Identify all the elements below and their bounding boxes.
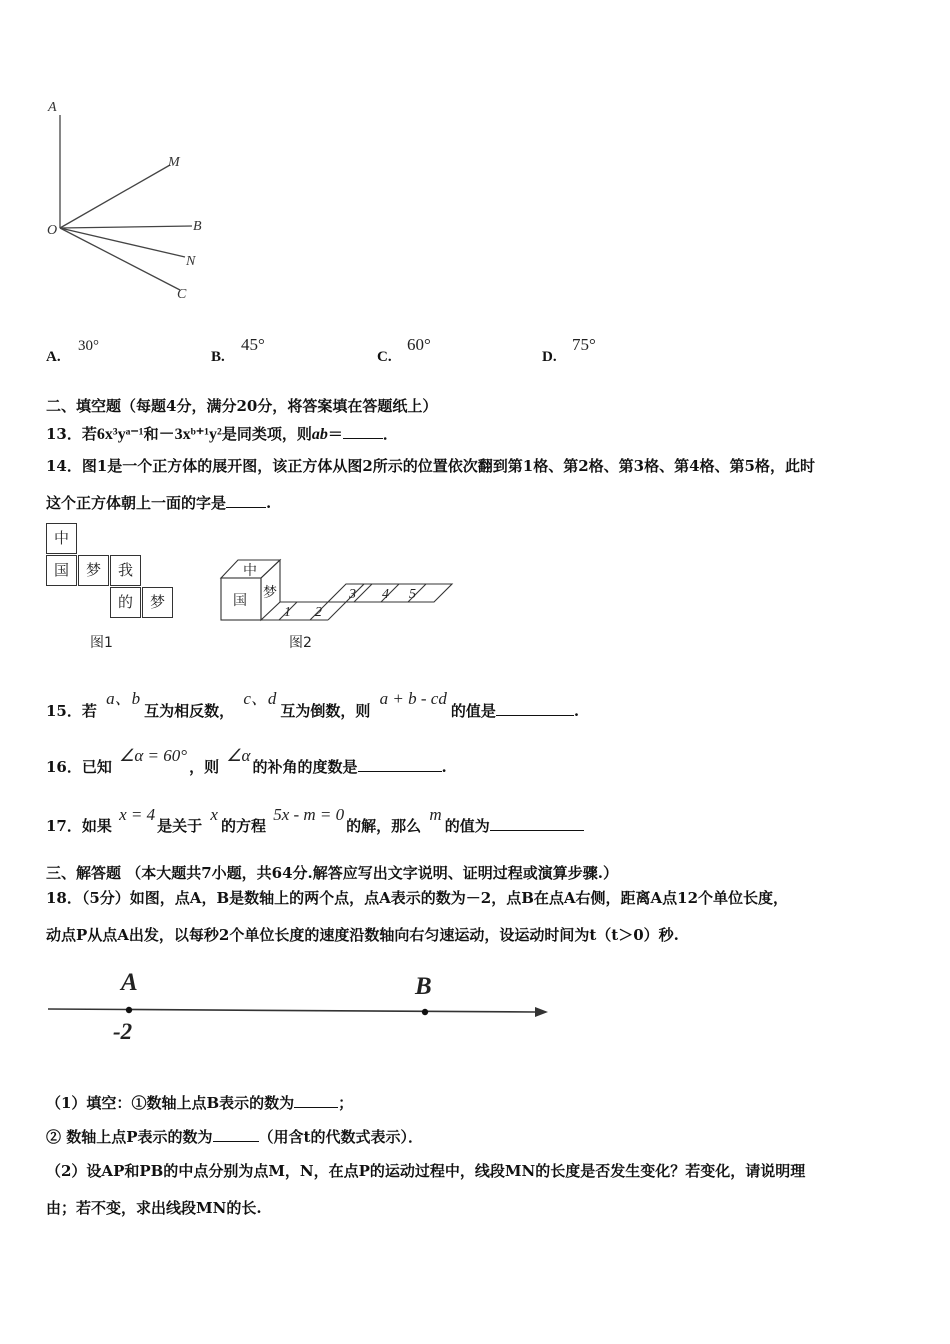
q15-t2: 互为倒数，则: [280, 702, 371, 720]
q17-answer-blank[interactable]: [490, 815, 584, 831]
q15-pre: 若: [81, 702, 97, 720]
q14-line2-text: 这个正方体朝上一面的字是: [46, 494, 227, 512]
number-line-arrow: [535, 1007, 548, 1017]
q13-num: 13．: [46, 425, 82, 443]
q13-eq: ＝: [327, 425, 343, 443]
option-b-value: 45°: [241, 335, 265, 354]
q17-m4: m: [429, 805, 442, 824]
q16-answer-blank[interactable]: [358, 756, 442, 772]
question-18-line1: 18．（5分）如图，点A，B是数轴上的两个点，点A表示的数为－2，点B在点A右侧，距离A点12个单位长度，: [46, 889, 789, 907]
question-13: [46, 421, 398, 444]
figure-1: [46, 523, 176, 623]
q14-end: .: [266, 494, 272, 512]
number-line: [40, 962, 560, 1052]
question-14-line2: [46, 492, 271, 513]
q17-t3: 的解，那么: [346, 817, 422, 835]
square-2: 2: [315, 605, 322, 620]
q13-end: ．: [382, 425, 398, 443]
q16-m2: ∠α: [226, 746, 251, 765]
point-a-value: -2: [113, 1019, 133, 1044]
figure-1-caption: 图1: [90, 635, 113, 651]
q15-t3: 的值是: [450, 702, 496, 720]
section2-heading: 二、填空题（每题4分，满分20分，将答案填在答题纸上）: [46, 397, 438, 415]
q18-sub1-text: （1）填空：①数轴上点B表示的数为: [46, 1094, 295, 1112]
option-c-letter: C.: [377, 349, 392, 365]
q18-sub2-text: ② 数轴上点P表示的数为: [46, 1128, 213, 1146]
q15-m1: a、b: [106, 689, 141, 708]
q18-sub2-end: （用含t的代数式表示）．: [258, 1128, 423, 1146]
point-b: [422, 1009, 428, 1015]
q16-pre: 已知: [81, 758, 112, 776]
q15-m2: c、d: [243, 689, 277, 708]
q13-post: 是同类项，则: [221, 425, 312, 443]
option-a-value: 30°: [78, 338, 99, 354]
q14-answer-blank[interactable]: [226, 492, 266, 508]
q17-pre: 如果: [81, 817, 112, 835]
label-o: O: [47, 223, 58, 238]
cube-top-char: 中: [243, 564, 257, 579]
q13-expr: ab: [311, 426, 328, 443]
label-c: C: [177, 287, 187, 302]
q17-t2: 的方程: [220, 817, 266, 835]
q15-answer-blank[interactable]: [496, 700, 574, 716]
figure-2-caption: 图2: [289, 635, 312, 651]
question-18-line2: 动点P从点A出发，以每秒2个单位长度的速度沿数轴向右匀速运动，设运动时间为t（t＞0）秒.: [46, 926, 679, 944]
q17-m2: x: [210, 805, 218, 824]
section3-heading: 三、解答题 （本大题共7小题，共64分.解答应写出文字说明、证明过程或演算步骤.）: [46, 864, 618, 882]
number-line-axis: [48, 1009, 535, 1012]
q15-t1: 互为相反数，: [144, 702, 235, 720]
q16-num: 16．: [46, 758, 82, 776]
q18-sub1: [46, 1092, 353, 1113]
ray-oc: [60, 228, 180, 290]
cube-side-char: 梦: [263, 586, 277, 601]
question-14-line1: 14．图1是一个正方体的展开图，该正方体从图2所示的位置依次翻到第1格、第2格、第3格、第4格、第5格，此时: [46, 457, 815, 475]
figure-2: [218, 555, 458, 627]
net-cell-meng1: 梦: [78, 555, 109, 586]
q17-t1: 是关于: [157, 817, 203, 835]
option-d-letter: D.: [542, 349, 557, 365]
q18-sub1-blank[interactable]: [294, 1092, 338, 1108]
q18-sub2: [46, 1126, 423, 1147]
q16-t2: 的补角的度数是: [252, 758, 358, 776]
q18-sub3-line1: （2）设AP和PB的中点分别为点M，N，在点P的运动过程中，线段MN的长度是否发生变化？若变化，请说明理: [46, 1162, 806, 1180]
square-5: 5: [409, 587, 416, 602]
q18-sub3-line2: 由；若不变，求出线段MN的长.: [46, 1199, 262, 1217]
ray-om: [60, 165, 170, 228]
net-cell-guo: 国: [46, 555, 77, 586]
option-b-letter: B.: [211, 349, 225, 365]
angle-figure: [40, 95, 220, 310]
option-c-value: 60°: [407, 335, 431, 354]
q13-answer-blank[interactable]: [343, 423, 383, 439]
q18-sub2-blank[interactable]: [213, 1126, 259, 1142]
q17-t4: 的值为: [444, 817, 490, 835]
square-4: 4: [382, 587, 389, 602]
point-a: [126, 1007, 132, 1013]
q15-num: 15．: [46, 702, 82, 720]
option-a-letter: A.: [46, 349, 61, 365]
q17-num: 17．: [46, 817, 82, 835]
net-cell-meng2: 梦: [142, 587, 173, 618]
label-a: A: [48, 100, 57, 115]
q13-mid: 和: [143, 425, 159, 443]
label-n: N: [186, 254, 196, 269]
square-3: 3: [349, 587, 356, 602]
net-cell-de: 的: [110, 587, 141, 618]
point-b-label: B: [415, 973, 432, 1000]
label-b: B: [193, 219, 202, 234]
ray-ob: [60, 226, 192, 228]
q17-m1: x = 4: [119, 805, 156, 824]
q15-end: .: [573, 702, 580, 720]
q17-m3: 5x - m = 0: [273, 805, 345, 824]
label-m: M: [168, 155, 180, 170]
point-a-label: A: [121, 969, 138, 996]
question-16: [46, 746, 447, 777]
q13-pre: 若: [81, 425, 97, 443]
question-15: [46, 689, 580, 721]
q18-sub1-end: ；: [338, 1094, 354, 1112]
square-1: 1: [284, 605, 291, 620]
net-cell-zhong: 中: [46, 523, 77, 554]
cube-front-char: 国: [233, 594, 247, 609]
question-17: [46, 805, 584, 836]
option-d-value: 75°: [572, 335, 596, 354]
q16-end: .: [441, 758, 447, 776]
q13-term2: －3xᵇ⁺¹y²: [158, 426, 222, 443]
q13-term1: 6x³yᵃ⁻¹: [96, 426, 144, 443]
q15-m3: a + b - cd: [379, 689, 447, 708]
q16-t1: ，则: [189, 758, 220, 776]
ray-on: [60, 228, 185, 257]
q16-m1: ∠α = 60°: [119, 746, 188, 765]
net-cell-wo: 我: [110, 555, 141, 586]
